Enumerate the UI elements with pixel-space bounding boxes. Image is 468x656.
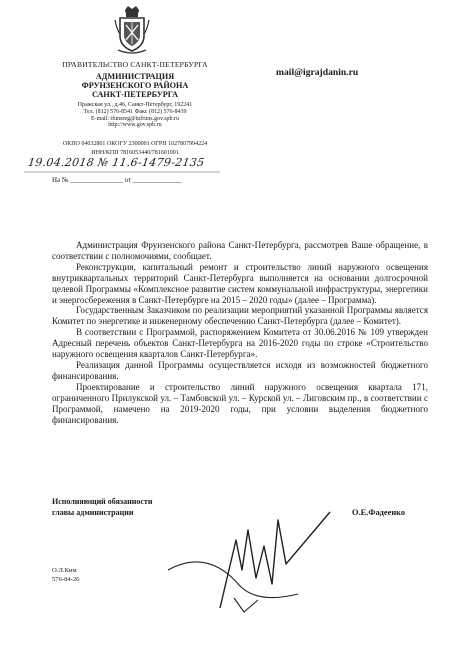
contact-block [35, 102, 235, 129]
body-paragraph-5: Реализация данной Программы осуществляется исходя из возможностей бюджетного финансирования. [52, 359, 428, 381]
registration-underline [24, 170, 224, 174]
coat-of-arms-emblem [113, 4, 151, 56]
email-line: E-mail: tfunsreg@tufruns.gov.spb.ru [90, 115, 180, 122]
admin-line-2: ФРУНЗЕНСКОГО РАЙОНА [81, 81, 189, 90]
website-line: http://www.gov.spb.ru [108, 122, 162, 129]
registry-codes: ОКПО 04032801 ОКОГУ 2300001 ОГРН 1027807994224 [62, 141, 208, 147]
body-paragraph-2: Реконструкция, капитальный ремонт и строительство линий наружного освещения внутриквартальных территорий Санкт-Петербурга выполняется на основании долгосрочной целевой Программы «Комплексное развитие систем коммунальной инфраструктуры, энергетики и энергосбережения в Санкт-Петербурге на 2015 – 2020 годы» (далее – Программа). [52, 261, 428, 305]
admin-line-1: АДМИНИСТРАЦИЯ [95, 72, 175, 81]
inn-kpp: ИНН/КПП 7816053440/781601001 [91, 150, 179, 156]
registration-number-handwritten: 19.04.2018 № 11.6-1479-2135 [27, 156, 206, 169]
executor-phone: 576-84-26 [52, 576, 80, 583]
signatory-name: О.Е.Фадеенко [352, 508, 406, 517]
administration-name [35, 72, 235, 99]
signatory-title-line-1: Исполняющий обязанности [52, 497, 153, 506]
phone-fax-line: Тел. (812) 576-8541 Факс (812) 576-8439 [83, 108, 187, 115]
body-paragraph-6: Проектирование и строительство линий наружного освещения квартала 171, ограниченного Прилукской ул. – Тамбовской ул. – Курской ул. – Лиговским пр., в соответствии с Программой, намечено на 2019-2020 годы, при условии выделения бюджетного финансирования. [52, 381, 428, 425]
handwritten-signature [148, 500, 338, 620]
body-paragraph-3: Государственным Заказчиком по реализации мероприятий указанной Программы является Комитет по энергетике и инженерному обеспечению Санкт-Петербурга (далее – Комитет). [52, 305, 428, 327]
address-line: Пражская ул., д.46, Санкт-Петербург, 192241 [77, 102, 193, 108]
executor-name: О.Л.Ким [52, 567, 77, 574]
government-label: ПРАВИТЕЛЬСТВО САНКТ-ПЕТЕРБУРГА [62, 60, 208, 69]
signatory-title-line-2: главы администрации [52, 507, 134, 517]
admin-line-3: САНКТ-ПЕТЕРБУРГА [91, 90, 179, 99]
reference-number-line: На № _______________ от ______________ [52, 176, 182, 184]
body-paragraph-4: В соответствии с Программой, распоряжением Комитета от 30.06.2016 № 109 утвержден Адресный перечень объектов Санкт-Петербурга на 2016-2020 годы по строке «Строительство наружного освещения кварталов Санкт-Петербурга». [52, 327, 428, 360]
letter-body [52, 240, 428, 425]
executor-info [52, 566, 79, 584]
recipient-email: mail@igrajdanin.ru [276, 67, 359, 78]
body-paragraph-1: Администрация Фрунзенского района Санкт-Петербурга, рассмотрев Ваше обращение, в соответствии с полномочиями, сообщает. [52, 240, 428, 261]
